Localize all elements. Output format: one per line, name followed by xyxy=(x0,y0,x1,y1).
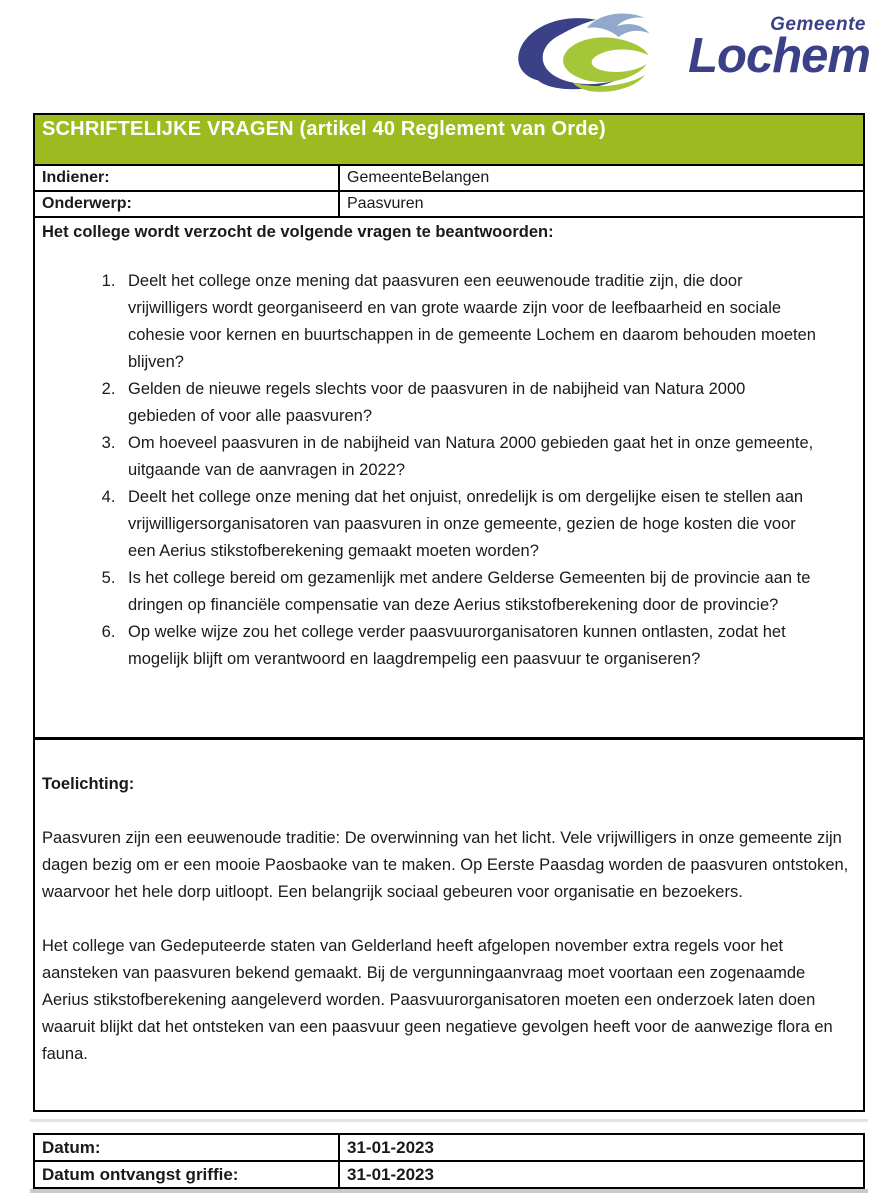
toelichting-heading: Toelichting: xyxy=(42,775,135,793)
onderwerp-label: Onderwerp: xyxy=(35,192,340,216)
indiener-label: Indiener: xyxy=(35,166,340,190)
table-row-onderwerp xyxy=(35,192,863,218)
document-table xyxy=(33,113,865,1112)
table-row-datum xyxy=(35,1135,863,1160)
questions-section xyxy=(35,218,863,740)
datum-label: Datum: xyxy=(35,1135,340,1160)
lochem-swirl-icon xyxy=(504,8,686,94)
question-item-1: 1. Deelt het college onze mening dat paasvuren een eeuwenoude traditie zijn, die door vrijwilligers wordt georganiseerd en van grote waarde zijn voor de leefbaarheid en sociale cohesie voor kernen en buurtschappen in de gemeente Lochem en daarom behouden moeten blijven? xyxy=(120,268,816,376)
toelichting-section xyxy=(35,740,863,1110)
date-table xyxy=(33,1133,865,1189)
question-item-5: 5. Is het college bereid om gezamenlijk met andere Gelderse Gemeenten bij de provincie aan te dringen op financiële compensatie van deze Aerius stikstofberekening door de provincie? xyxy=(120,565,816,619)
indiener-value: GemeenteBelangen xyxy=(347,169,490,186)
question-item-4: 4. Deelt het college onze mening dat het onjuist, onredelijk is om dergelijke eisen te stellen aan vrijwilligersorganisatoren van paasvuren in onze gemeente, gezien de hoge kosten die voor een Aerius stikstofberekening gemaakt moeten worden? xyxy=(120,484,816,565)
datum-ontvangst-value: 31-01-2023 xyxy=(347,1165,434,1184)
datum-value: 31-01-2023 xyxy=(347,1138,434,1157)
onderwerp-value: Paasvuren xyxy=(347,195,424,212)
table-row-indiener xyxy=(35,166,863,192)
logo-name: Lochem xyxy=(688,29,870,83)
question-item-6: 6. Op welke wijze zou het college verder paasvuurorganisatoren kunnen ontlasten, zodat het mogelijk blijft om verantwoord en laagdrempelig een paasvuur te organiseren? xyxy=(120,619,816,673)
toelichting-paragraph-1: Paasvuren zijn een eeuwenoude traditie: De overwinning van het licht. Vele vrijwilligers in onze gemeente zijn dagen bezig om er een mooie Paosbaoke van te maken. Op Eerste Paasdag worden de paasvuren ontstoken, waarvoor het hele dorp uitloopt. Een belangrijk sociaal gebeuren voor organisatie en bezoekers. xyxy=(42,829,849,901)
logo-text xyxy=(688,8,870,83)
document-title-bar xyxy=(35,115,863,166)
scan-artifact-line xyxy=(30,1189,868,1193)
datum-ontvangst-label: Datum ontvangst griffie: xyxy=(35,1162,340,1187)
document-title: SCHRIFTELIJKE VRAGEN (artikel 40 Reglement van Orde) xyxy=(42,118,606,140)
logo-tagline: Gemeente xyxy=(770,14,866,35)
scan-artifact-line xyxy=(30,1119,868,1122)
questions-heading: Het college wordt verzocht de volgende vragen te beantwoorden: xyxy=(42,223,554,241)
toelichting-paragraph-2: Het college van Gedeputeerde staten van Gelderland heeft afgelopen november extra regels voor het aansteken van paasvuren bekend gemaakt. Bij de vergunningaanvraag moet voortaan een zogenaamde Aerius stikstofberekening aangeleverd worden. Paasvuurorganisatoren moeten een onderzoek laten doen waaruit blijkt dat het ontsteken van een paasvuur geen negatieve gevolgen heeft voor de aanwezige flora en fauna. xyxy=(42,937,833,1063)
table-row-datum-ontvangst xyxy=(35,1160,863,1187)
gemeente-lochem-logo xyxy=(504,8,870,94)
question-list xyxy=(42,268,856,673)
question-item-3: 3. Om hoeveel paasvuren in de nabijheid van Natura 2000 gebieden gaat het in onze gemeente, uitgaande van de aanvragen in 2022? xyxy=(120,430,816,484)
question-item-2: 2. Gelden de nieuwe regels slechts voor de paasvuren in de nabijheid van Natura 2000 gebieden of voor alle paasvuren? xyxy=(120,376,816,430)
